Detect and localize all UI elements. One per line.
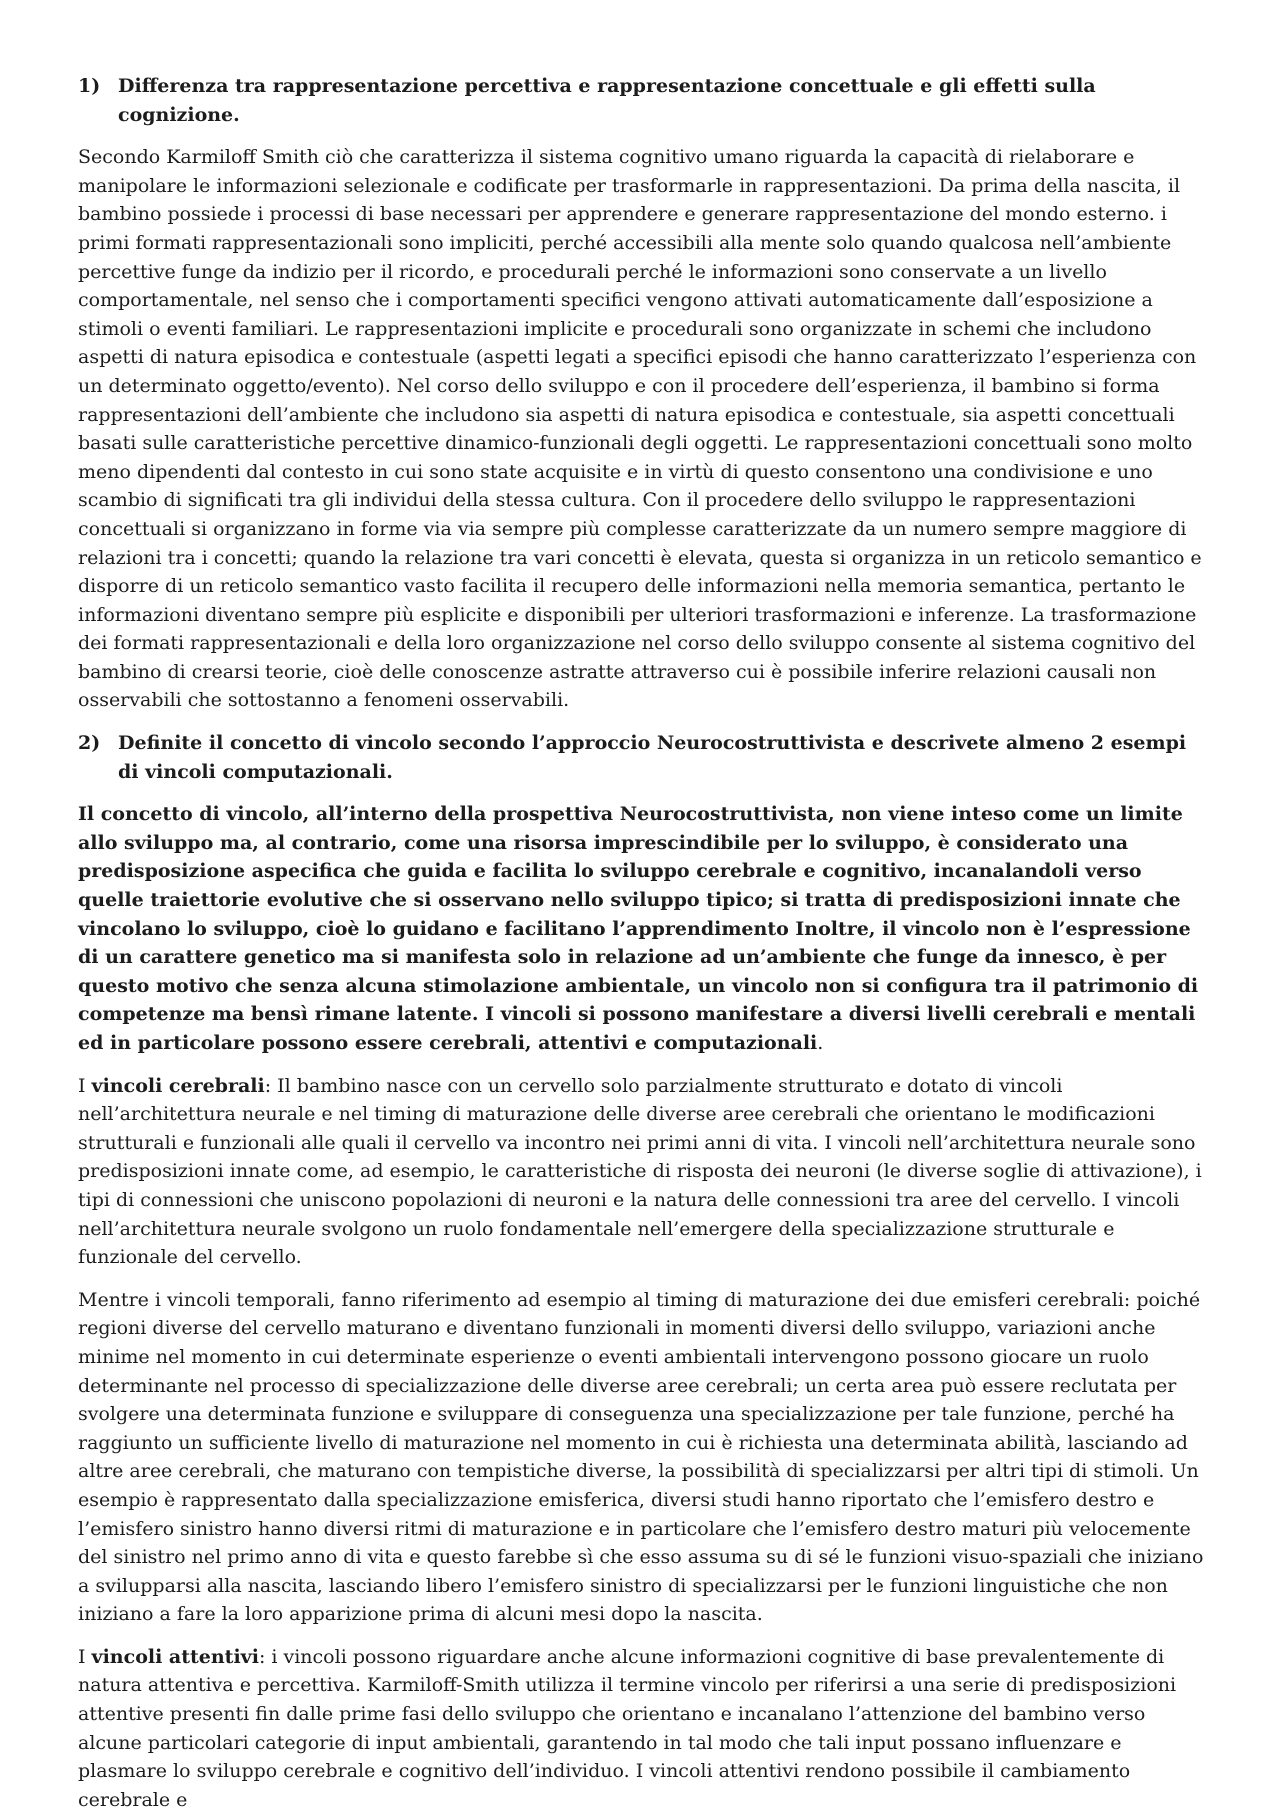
question-2-title: Definite il concetto di vincolo secondo l’approccio Neurocostruttivista e descrivete almeno 2 esempi di vincoli computazionali.	[118, 732, 1187, 783]
question-1-number: 1)	[78, 75, 101, 97]
question-1-answer: Secondo Karmiloff Smith ciò che caratterizza il sistema cognitivo umano riguarda la capacità di rielaborare e manipolare le informazioni selezionale e codificate per trasformarle in rappresentazioni. Da prima della nascita, il bambino possiede i processi di base necessari per apprendere e generare rappresentazione del mondo esterno. i primi formati rappresentazionali sono impliciti, perché accessibili alla mente solo quando qualcosa nell’ambiente percettive funge da indizio per il ricordo, e procedurali perché le informazioni sono conservate a un livello comportamentale, nel senso che i comportamenti specifici vengono attivati automaticamente dall’esposizione a stimoli o eventi familiari. Le rappresentazioni implicite e procedurali sono organizzate in schemi che includono aspetti di natura episodica e contestuale (aspetti legati a specifici episodi che hanno caratterizzato l’esperienza con un determinato oggetto/evento). Nel corso dello sviluppo e con il procedere dell’esperienza, il bambino si forma rappresentazioni dell’ambiente che includono sia aspetti di natura episodica e contestuale, sia aspetti concettuali basati sulle caratteristiche percettive dinamico-funzionali degli oggetti. Le rappresentazioni concettuali sono molto meno dipendenti dal contesto in cui sono state acquisite e in virtù di questo consentono una condivisione e uno scambio di significati tra gli individui della stessa cultura. Con il procedere dello sviluppo le rappresentazioni concettuali si organizzano in forme via via sempre più complesse caratterizzate da un numero sempre maggiore di relazioni tra i concetti; quando la relazione tra vari concetti è elevata, questa si organizza in un reticolo semantico e disporre di un reticolo semantico vasto facilita il recupero delle informazioni nella memoria semantica, pertanto le informazioni diventano sempre più esplicite e disponibili per ulteriori trasformazioni e inferenze. La trasformazione dei formati rappresentazionali e della loro organizzazione nel corso dello sviluppo consente al sistema cognitivo del bambino di crearsi teorie, cioè delle conoscenze astratte attraverso cui è possibile inferire relazioni causali non osservabili che sottostanno a fenomeni osservabili.	[78, 146, 1202, 712]
vincoli-cerebrali-paragraph	[78, 1072, 1212, 1272]
question-1-heading	[78, 72, 1212, 129]
question-2-intro-end: .	[817, 1032, 824, 1054]
vincoli-attentivi-paragraph	[78, 1643, 1212, 1814]
vincoli-cerebrali-text: : Il bambino nasce con un cervello solo parzialmente strutturato e dotato di vincoli nell’architettura neurale e nel timing di maturazione delle diverse aree cerebrali che orientano le modificazioni strutturali e funzionali alle quali il cervello va incontro nei primi anni di vita. I vincoli nell’architettura neurale sono predisposizioni innate come, ad esempio, le caratteristiche di risposta dei neuroni (le diverse soglie di attivazione), i tipi di connessioni che uniscono popolazioni di neuroni e la natura delle connessioni tra aree del cervello. I vincoli nell’architettura neurale svolgono un ruolo fondamentale nell’emergere della specializzazione strutturale e funzionale del cervello.	[78, 1074, 1202, 1269]
question-1-title: Differenza tra rappresentazione percettiva e rappresentazione concettuale e gli effetti sulla cognizione.	[118, 75, 1096, 126]
vincoli-temporali-paragraph: Mentre i vincoli temporali, fanno riferimento ad esempio al timing di maturazione dei due emisferi cerebrali: poiché regioni diverse del cervello maturano e diventano funzionali in momenti diversi dello sviluppo, variazioni anche minime nel momento in cui determinate esperienze o eventi ambientali intervengono possono giocare un ruolo determinante nel processo di specializzazione delle diverse aree cerebrali; un certa area può essere reclutata per svolgere una determinata funzione e sviluppare di conseguenza una specializzazione per tale funzione, perché ha raggiunto un sufficiente livello di maturazione nel momento in cui è richiesta una determinata abilità, lasciando ad altre aree cerebrali, che maturano con tempistiche diverse, la possibilità di specializzarsi per altri tipi di stimoli. Un esempio è rappresentato dalla specializzazione emisferica, diversi studi hanno riportato che l’emisfero destro e l’emisfero sinistro hanno diversi ritmi di maturazione e in particolare che l’emisfero destro maturi più velocemente del sinistro nel primo anno di vita e questo farebbe sì che esso assuma su di sé le funzioni visuo-spaziali che iniziano a svilupparsi alla nascita, lasciando libero l’emisfero sinistro di specializzarsi per le funzioni linguistiche che non iniziano a fare la loro apparizione prima di alcuni mesi dopo la nascita.	[78, 1288, 1204, 1626]
vincoli-cerebrali-prefix: I	[78, 1074, 92, 1097]
question-2-intro-paragraph	[78, 800, 1212, 1057]
document-page	[78, 72, 1212, 1814]
vincoli-attentivi-prefix: I	[78, 1645, 92, 1668]
vincoli-attentivi-text: : i vincoli possono riguardare anche alcune informazioni cognitive di base prevalentemente di natura attentiva e percettiva. Karmiloff-Smith utilizza il termine vincolo per riferirsi a una serie di predisposizioni attentive presenti fin dalle prime fasi dello sviluppo che orientano e incanalano l’attenzione del bambino verso alcune particolari categorie di input ambientali, garantendo in tal modo che tali input possano influenzare e plasmare lo sviluppo cerebrale e cognitivo dell’individuo. I vincoli attentivi rendono possibile il cambiamento cerebrale e	[78, 1645, 1177, 1811]
vincoli-attentivi-term: vincoli attentivi	[91, 1645, 259, 1668]
question-2-heading	[78, 729, 1212, 786]
question-2-intro-bold: Il concetto di vincolo, all’interno della prospettiva Neurocostruttivista, non viene inteso come un limite allo sviluppo ma, al contrario, come una risorsa imprescindibile per lo sviluppo, è considerato una predisposizione aspecifica che guida e facilita lo sviluppo cerebrale e cognitivo, incanalandoli verso quelle traiettorie evolutive che si osservano nello sviluppo tipico; si tratta di predisposizioni innate che vincolano lo sviluppo, cioè lo guidano e facilitano l’apprendimento Inoltre, il vincolo non è l’espressione di un carattere genetico ma si manifesta solo in relazione ad un’ambiente che funge da innesco, è per questo motivo che senza alcuna stimolazione ambientale, un vincolo non si configura tra il patrimonio di competenze ma bensì rimane latente. I vincoli si possono manifestare a diversi livelli cerebrali e mentali ed in particolare possono essere cerebrali, attentivi e computazionali	[78, 803, 1199, 1054]
vincoli-cerebrali-term: vincoli cerebrali	[91, 1074, 265, 1097]
question-2-number: 2)	[78, 732, 101, 755]
